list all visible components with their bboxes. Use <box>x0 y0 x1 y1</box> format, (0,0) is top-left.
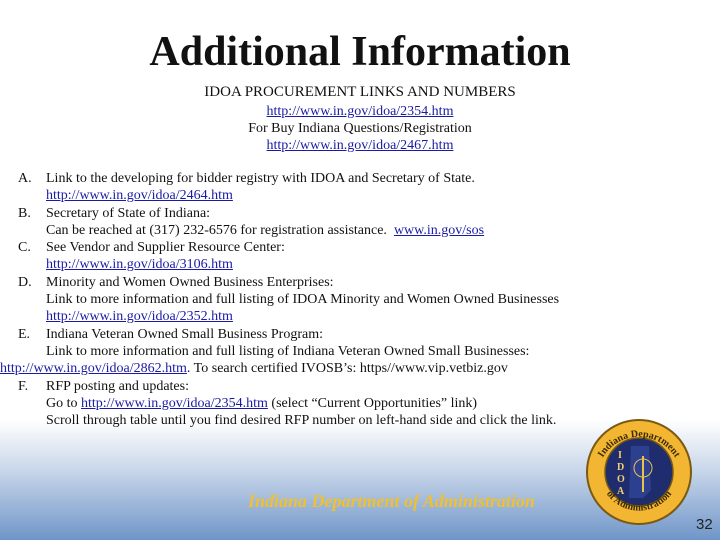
link-sos[interactable]: www.in.gov/sos <box>393 222 485 238</box>
item-e-desc: Link to more information and full listing of Indiana Veteran Owned Small Businesses: <box>46 343 530 359</box>
link-2354[interactable]: http://www.in.gov/idoa/2354.htm <box>266 104 454 119</box>
item-b-text: Secretary of State of Indiana: <box>46 205 211 221</box>
subtitle: IDOA PROCUREMENT LINKS AND NUMBERS <box>204 84 516 100</box>
item-d-desc: Link to more information and full listing of IDOA Minority and Women Owned Businesses <box>46 292 560 308</box>
buy-indiana-label: For Buy Indiana Questions/Registration <box>248 121 472 136</box>
link-2352[interactable]: http://www.in.gov/idoa/2352.htm <box>46 309 233 325</box>
item-a-text: Link to the developing for bidder registry with IDOA and Secretary of State. <box>46 171 475 186</box>
link-2862[interactable]: http://www.in.gov/idoa/2862.htm <box>0 361 187 377</box>
item-letter: E. <box>18 326 31 342</box>
footer-org-name: Indiana Department of Administration <box>248 491 535 511</box>
page-title: Additional Information <box>149 29 571 75</box>
item-d-text: Minority and Women Owned Business Enterprises: <box>46 274 334 290</box>
item-c-text: See Vendor and Supplier Resource Center: <box>46 240 285 256</box>
item-letter: A. <box>18 171 32 186</box>
svg-text:O: O <box>617 474 625 485</box>
svg-text:Indiana Department: Indiana Department <box>595 428 683 460</box>
item-f-after: (select “Current Opportunities” link) <box>267 395 478 411</box>
link-2464[interactable]: http://www.in.gov/idoa/2464.htm <box>46 188 233 204</box>
page-number: 32 <box>696 516 713 533</box>
item-e-text: Indiana Veteran Owned Small Business Program: <box>46 326 323 342</box>
link-2467[interactable]: http://www.in.gov/idoa/2467.htm <box>266 138 454 153</box>
link-3106[interactable]: http://www.in.gov/idoa/3106.htm <box>46 257 233 273</box>
info-list <box>0 170 718 429</box>
item-b-phone: Can be reached at (317) 232-6576 for registration assistance. <box>46 222 387 238</box>
item-letter: F. <box>18 378 29 394</box>
item-e-vetbiz: . To search certified IVOSB’s: https//www.vip.vetbiz.gov <box>186 361 508 377</box>
link-2354-rfp[interactable]: http://www.in.gov/idoa/2354.htm <box>81 395 268 411</box>
svg-text:of Administration: of Administration <box>603 488 675 514</box>
idoa-seal-logo <box>585 418 693 526</box>
svg-text:D: D <box>617 462 625 473</box>
item-f-text: RFP posting and updates: <box>46 378 189 394</box>
svg-text:A: A <box>617 486 625 497</box>
item-letter: C. <box>18 240 31 256</box>
svg-text:I: I <box>618 450 622 461</box>
item-letter: D. <box>18 274 32 290</box>
item-f-pre: Go to <box>46 395 81 411</box>
item-f-instructions: Scroll through table until you find desired RFP number on left-hand side and click the link. <box>46 413 557 429</box>
item-letter: B. <box>18 205 31 221</box>
